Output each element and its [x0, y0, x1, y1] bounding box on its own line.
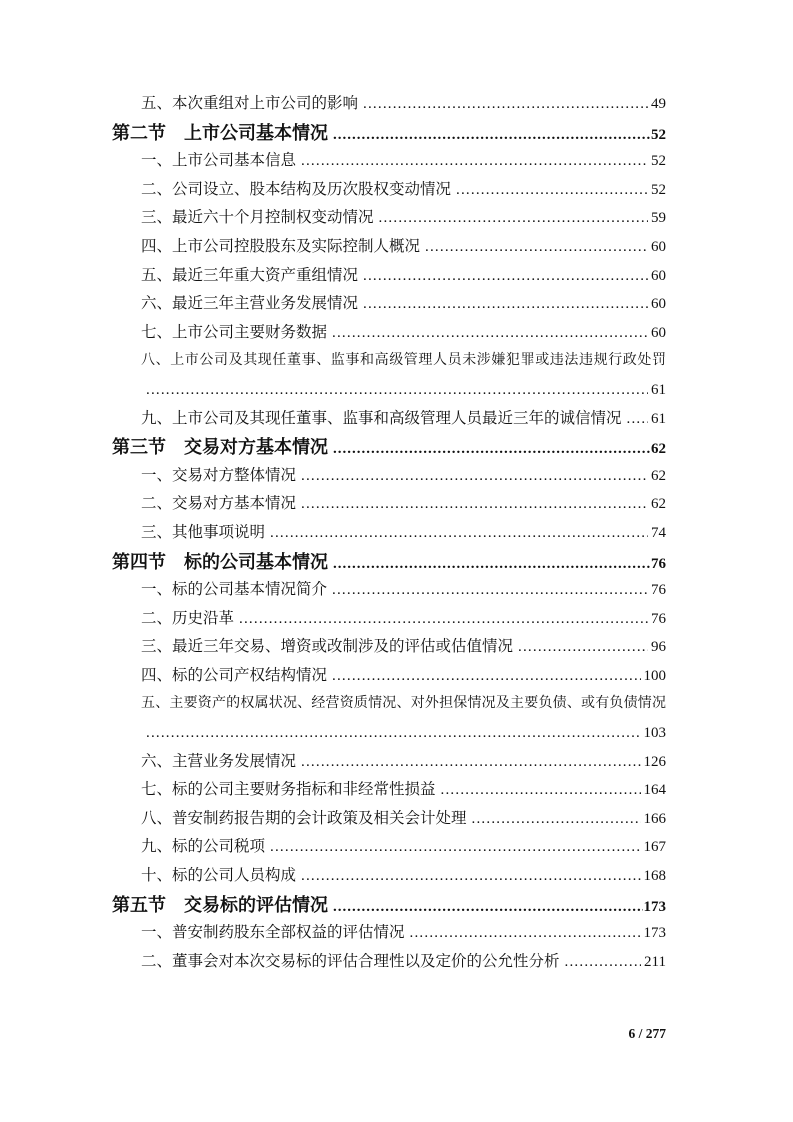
toc-entry-label: 五、最近三年重大资产重组情况 — [141, 266, 359, 284]
toc-entry — [112, 90, 666, 119]
toc-entry-page: 62 — [651, 441, 666, 458]
toc-entry — [112, 748, 666, 777]
toc-entry-label: 一、普安制药股东全部权益的评估情况 — [141, 924, 405, 942]
toc-entry-page: 49 — [651, 96, 666, 112]
toc-entry — [112, 462, 666, 491]
dot-leader — [333, 435, 650, 464]
toc-entry — [112, 290, 666, 319]
toc-entry-page: 103 — [643, 725, 666, 742]
toc-entry-page: 76 — [651, 555, 666, 572]
toc-entry-continuation — [112, 719, 666, 748]
page-number: 6 / 277 — [628, 1026, 666, 1041]
toc-entry-page: 60 — [651, 238, 666, 255]
toc-entry-label: 六、主营业务发展情况 — [141, 752, 297, 770]
toc-entry-label: 八、上市公司及其现任董事、监事和高级管理人员未涉嫌犯罪或违法违规行政处罚 — [141, 353, 666, 369]
toc-entry — [112, 862, 666, 891]
toc-entry-label: 一、标的公司基本情况简介 — [141, 581, 328, 599]
toc-entry-label: 二、公司设立、股本结构及历次股权变动情况 — [141, 180, 452, 198]
toc-entry-page: 60 — [651, 267, 666, 284]
toc-section-entry — [112, 433, 666, 462]
toc-entry-page: 52 — [651, 153, 666, 170]
toc-entry — [112, 204, 666, 233]
toc-entry-page: 76 — [651, 582, 666, 599]
toc-entry-label: 第二节 上市公司基本情况 — [112, 122, 328, 143]
dot-leader — [410, 919, 641, 948]
dot-leader — [301, 462, 648, 491]
dot-leader — [332, 576, 648, 605]
table-of-contents — [112, 90, 666, 976]
toc-entry — [112, 833, 666, 862]
toc-entry-label: 二、交易对方基本情况 — [141, 495, 297, 513]
toc-section-entry — [112, 119, 666, 148]
toc-entry-page: 62 — [651, 496, 666, 513]
toc-entry — [112, 490, 666, 519]
toc-entry-page: 126 — [643, 753, 666, 770]
dot-leader — [441, 776, 641, 805]
toc-entry-page: 168 — [643, 868, 666, 885]
dot-leader — [301, 862, 640, 891]
dot-leader — [472, 805, 641, 834]
toc-entry-label: 四、标的公司产权结构情况 — [141, 666, 328, 684]
toc-entry-label: 一、上市公司基本信息 — [141, 152, 297, 170]
toc-entry-label: 二、董事会对本次交易标的评估合理性以及定价的公允性分析 — [141, 952, 560, 970]
dot-leader — [627, 405, 648, 434]
toc-entry-label: 十、标的公司人员构成 — [141, 867, 297, 885]
toc-entry — [112, 176, 666, 205]
dot-leader — [270, 519, 648, 548]
toc-entry-page: 61 — [651, 381, 666, 398]
dot-leader — [332, 319, 648, 348]
toc-section-entry — [112, 548, 666, 577]
dot-leader — [332, 662, 640, 691]
toc-entry — [112, 519, 666, 548]
toc-entry-page: 60 — [651, 324, 666, 341]
dot-leader — [425, 233, 648, 262]
dot-leader — [146, 719, 641, 748]
toc-entry-label: 六、最近三年主营业务发展情况 — [141, 295, 359, 313]
toc-entry-page: 59 — [651, 210, 666, 227]
toc-entry-page: 100 — [643, 667, 666, 684]
toc-entry-label: 三、最近三年交易、增资或改制涉及的评估或估值情况 — [141, 638, 514, 656]
toc-entry — [112, 948, 666, 977]
toc-entry-label: 八、普安制药报告期的会计政策及相关会计处理 — [141, 809, 467, 827]
dot-leader — [301, 147, 648, 176]
toc-entry — [112, 233, 666, 262]
toc-entry — [112, 262, 666, 291]
toc-entry — [112, 576, 666, 605]
toc-entry-label: 九、上市公司及其现任董事、监事和高级管理人员最近三年的诚信情况 — [141, 409, 622, 427]
dot-leader — [301, 490, 648, 519]
toc-entry-label: 五、本次重组对上市公司的影响 — [141, 95, 359, 112]
toc-entry-page: 74 — [651, 524, 666, 541]
dot-leader — [363, 290, 648, 319]
dot-leader — [301, 748, 640, 777]
toc-entry-label: 一、交易对方整体情况 — [141, 466, 297, 484]
toc-entry-label: 七、标的公司主要财务指标和非经常性损益 — [141, 781, 436, 799]
toc-entry-label: 第四节 标的公司基本情况 — [112, 551, 328, 572]
dot-leader — [333, 893, 643, 922]
toc-entry-page: 167 — [643, 839, 666, 856]
dot-leader — [333, 121, 650, 150]
dot-leader — [146, 376, 648, 405]
toc-entry-page: 173 — [643, 898, 666, 915]
dot-leader — [379, 204, 648, 233]
dot-leader — [333, 550, 650, 579]
toc-entry-label: 第三节 交易对方基本情况 — [112, 437, 328, 458]
toc-entry-label: 九、标的公司税项 — [141, 838, 266, 856]
toc-entry — [112, 147, 666, 176]
dot-leader — [518, 633, 648, 662]
toc-entry-label: 五、主要资产的权属状况、经营资质情况、对外担保情况及主要负债、或有负债情况 — [141, 696, 666, 712]
dot-leader — [456, 176, 648, 205]
toc-entry-continuation — [112, 376, 666, 405]
dot-leader — [363, 90, 648, 119]
toc-entry-page: 96 — [651, 639, 666, 656]
toc-entry-page: 166 — [643, 810, 666, 827]
toc-entry — [112, 805, 666, 834]
toc-entry-page: 164 — [643, 782, 666, 799]
toc-entry — [112, 405, 666, 434]
toc-entry — [112, 776, 666, 805]
toc-entry-page: 52 — [651, 181, 666, 198]
toc-entry-label: 七、上市公司主要财务数据 — [141, 323, 328, 341]
toc-entry-label: 第五节 交易标的评估情况 — [112, 894, 328, 915]
toc-entry-label: 四、上市公司控股股东及实际控制人概况 — [141, 237, 421, 255]
toc-entry-page: 60 — [651, 296, 666, 313]
toc-entry-page: 173 — [643, 925, 666, 942]
toc-entry — [112, 605, 666, 634]
toc-entry-page: 52 — [651, 126, 666, 143]
toc-entry-label: 三、其他事项说明 — [141, 523, 266, 541]
toc-entry — [112, 633, 666, 662]
toc-entry-page: 61 — [651, 410, 666, 427]
toc-entry-page: 211 — [644, 953, 666, 970]
toc-entry — [112, 662, 666, 691]
dot-leader — [565, 948, 642, 977]
toc-entry-label: 二、历史沿革 — [141, 609, 235, 627]
toc-entry — [112, 319, 666, 348]
toc-section-entry — [112, 891, 666, 920]
dot-leader — [239, 605, 648, 634]
toc-entry-label: 三、最近六十个月控制权变动情况 — [141, 209, 374, 227]
toc-entry-page: 76 — [651, 610, 666, 627]
dot-leader — [270, 833, 640, 862]
toc-entry — [112, 919, 666, 948]
dot-leader — [363, 262, 648, 291]
toc-entry-page: 62 — [651, 467, 666, 484]
